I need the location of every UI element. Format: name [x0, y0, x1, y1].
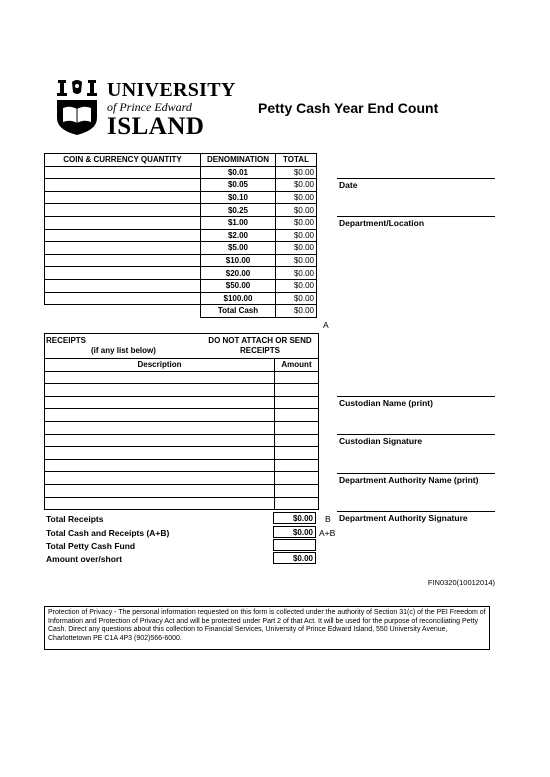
receipt-description-input[interactable] — [45, 459, 275, 472]
cash-row — [45, 254, 317, 267]
cash-row — [45, 267, 317, 280]
cash-table-header-row — [45, 154, 317, 167]
quantity-input[interactable] — [45, 279, 201, 292]
total-cell: $0.00 — [276, 179, 317, 192]
total-fund-input[interactable] — [273, 539, 316, 551]
cash-row — [45, 191, 317, 204]
quantity-input[interactable] — [45, 254, 201, 267]
total-cell: $0.00 — [276, 279, 317, 292]
receipt-amount-input[interactable] — [275, 409, 319, 422]
total-cell: $0.00 — [276, 166, 317, 179]
university-wordmark — [107, 80, 236, 139]
dept-authority-name-line[interactable] — [337, 473, 495, 474]
total-cell: $0.00 — [276, 216, 317, 229]
cash-row — [45, 179, 317, 192]
total-cell: $0.00 — [276, 254, 317, 267]
receipt-description-input[interactable] — [45, 396, 275, 409]
receipt-row — [45, 484, 319, 497]
total-cash-value: $0.00 — [276, 305, 317, 318]
cash-count-table — [44, 153, 317, 318]
denomination-cell: $0.10 — [201, 191, 276, 204]
receipts-heading-box — [44, 333, 319, 359]
receipt-amount-input[interactable] — [275, 421, 319, 434]
denomination-cell: $2.00 — [201, 229, 276, 242]
total-cash-label: Total Cash — [201, 305, 276, 318]
receipt-amount-input[interactable] — [275, 434, 319, 447]
cash-row — [45, 229, 317, 242]
quantity-input[interactable] — [45, 179, 201, 192]
quantity-input[interactable] — [45, 204, 201, 217]
receipt-amount-input[interactable] — [275, 472, 319, 485]
receipt-row — [45, 371, 319, 384]
total-cell: $0.00 — [276, 267, 317, 280]
receipt-description-input[interactable] — [45, 421, 275, 434]
receipt-amount-input[interactable] — [275, 384, 319, 397]
cash-row — [45, 204, 317, 217]
total-receipts-marker: B — [325, 514, 331, 524]
department-location-line[interactable] — [337, 216, 495, 217]
total-cash-receipts-value: $0.00 — [273, 526, 316, 538]
custodian-signature-line[interactable] — [337, 434, 495, 435]
receipt-amount-input[interactable] — [275, 459, 319, 472]
empty-cell — [45, 305, 201, 318]
denomination-cell: $20.00 — [201, 267, 276, 280]
denomination-cell: $1.00 — [201, 216, 276, 229]
quantity-input[interactable] — [45, 267, 201, 280]
form-code: FIN0320(10012014) — [427, 578, 495, 587]
receipt-amount-input[interactable] — [275, 396, 319, 409]
receipt-row — [45, 497, 319, 510]
receipt-row — [45, 472, 319, 485]
receipt-description-input[interactable] — [45, 371, 275, 384]
dept-authority-signature-line[interactable] — [337, 511, 495, 512]
total-cash-receipts-marker: A+B — [319, 528, 336, 538]
date-line[interactable] — [337, 178, 495, 179]
total-cash-marker: A — [323, 320, 329, 330]
receipts-heading: RECEIPTS — [46, 336, 87, 345]
quantity-input[interactable] — [45, 242, 201, 255]
cash-row — [45, 242, 317, 255]
receipts-header-row — [45, 359, 319, 372]
cash-row — [45, 166, 317, 179]
total-cell: $0.00 — [276, 204, 317, 217]
custodian-name-line[interactable] — [337, 396, 495, 397]
receipt-description-input[interactable] — [45, 497, 275, 510]
denomination-cell: $100.00 — [201, 292, 276, 305]
over-short-label: Amount over/short — [46, 554, 123, 564]
privacy-notice: Protection of Privacy - The personal information requested on this form is collected under the authority of Section 31(c) of the PEI Freedom of Information and Protection of Privacy Act and will be protected under Part 2 of that Act. It will be used for the purpose of reconciliating Petty Cash. Direct any questions about this collection to Financial Services, University of Prince Edward Island, 550 University Avenue, Charlottetown PE C1A 4P3 (902)566-6000. — [44, 606, 490, 650]
cash-row — [45, 216, 317, 229]
receipt-description-input[interactable] — [45, 484, 275, 497]
col-header-total: TOTAL — [276, 154, 317, 167]
university-seal-icon — [55, 78, 99, 136]
date-label: Date — [339, 180, 358, 190]
receipt-amount-input[interactable] — [275, 484, 319, 497]
cash-row — [45, 279, 317, 292]
receipt-description-input[interactable] — [45, 447, 275, 460]
receipt-description-input[interactable] — [45, 472, 275, 485]
denomination-cell: $0.05 — [201, 179, 276, 192]
receipt-row — [45, 421, 319, 434]
total-receipts-label: Total Receipts — [46, 514, 104, 524]
denomination-cell: $0.25 — [201, 204, 276, 217]
col-header-denomination: DENOMINATION — [201, 154, 276, 167]
denomination-cell: $50.00 — [201, 279, 276, 292]
col-header-description: Description — [45, 359, 275, 372]
col-header-quantity: COIN & CURRENCY QUANTITY — [45, 154, 201, 167]
receipt-row — [45, 459, 319, 472]
receipt-row — [45, 384, 319, 397]
quantity-input[interactable] — [45, 166, 201, 179]
receipt-amount-input[interactable] — [275, 497, 319, 510]
denomination-cell: $10.00 — [201, 254, 276, 267]
total-cell: $0.00 — [276, 229, 317, 242]
dept-authority-signature-label: Department Authority Signature — [339, 513, 468, 523]
col-header-amount: Amount — [275, 359, 319, 372]
quantity-input[interactable] — [45, 191, 201, 204]
receipts-subheading: (if any list below) — [91, 346, 156, 355]
receipt-amount-input[interactable] — [275, 447, 319, 460]
total-cash-row — [45, 305, 317, 318]
denomination-cell: $5.00 — [201, 242, 276, 255]
quantity-input[interactable] — [45, 229, 201, 242]
custodian-name-label: Custodian Name (print) — [339, 398, 433, 408]
total-receipts-value: $0.00 — [273, 512, 316, 524]
total-fund-label: Total Petty Cash Fund — [46, 541, 136, 551]
total-cell: $0.00 — [276, 292, 317, 305]
receipt-description-input[interactable] — [45, 434, 275, 447]
receipt-row — [45, 434, 319, 447]
receipt-row — [45, 447, 319, 460]
receipt-description-input[interactable] — [45, 409, 275, 422]
total-cell: $0.00 — [276, 242, 317, 255]
receipts-table — [44, 358, 319, 510]
receipt-amount-input[interactable] — [275, 371, 319, 384]
cash-row — [45, 292, 317, 305]
university-line1: UNIVERSITY — [107, 79, 236, 101]
page-title: Petty Cash Year End Count — [258, 100, 439, 116]
receipt-description-input[interactable] — [45, 384, 275, 397]
receipt-row — [45, 409, 319, 422]
denomination-cell: $0.01 — [201, 166, 276, 179]
custodian-signature-label: Custodian Signature — [339, 436, 423, 446]
university-line3: ISLAND — [107, 113, 205, 140]
quantity-input[interactable] — [45, 292, 201, 305]
total-cell: $0.00 — [276, 191, 317, 204]
university-line2: of Prince Edward — [107, 100, 192, 114]
receipts-notice: DO NOT ATTACH OR SEND RECEIPTS — [208, 336, 312, 355]
quantity-input[interactable] — [45, 216, 201, 229]
department-location-label: Department/Location — [339, 218, 425, 228]
total-cash-receipts-label: Total Cash and Receipts (A+B) — [46, 528, 170, 538]
dept-authority-name-label: Department Authority Name (print) — [339, 475, 479, 485]
over-short-value: $0.00 — [273, 552, 316, 564]
receipt-row — [45, 396, 319, 409]
